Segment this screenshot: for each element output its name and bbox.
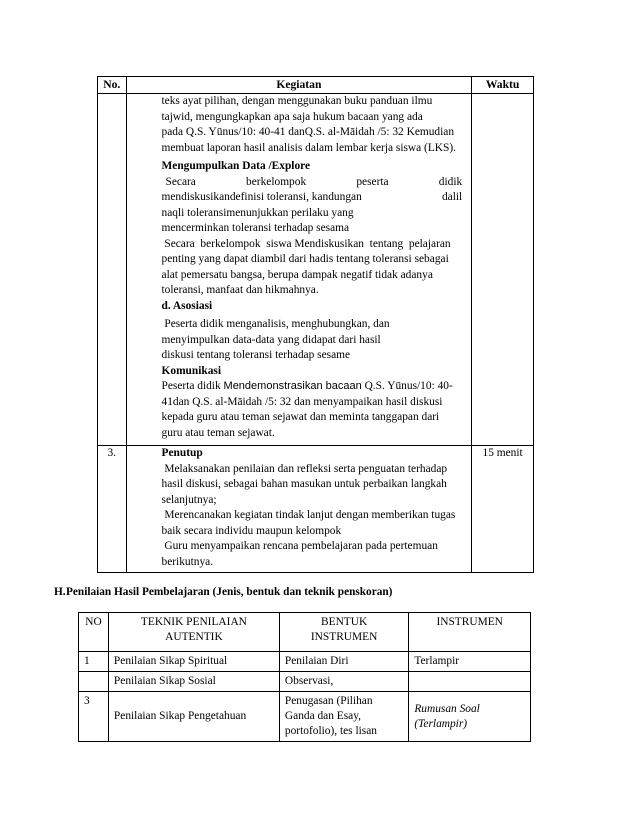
row-teknik: Penilaian Sikap Spiritual xyxy=(108,652,279,672)
row-instrumen xyxy=(409,672,531,692)
row-penutup-waktu: 15 menit xyxy=(472,446,534,573)
penutup-line: hasil diskusi, sebagai bahan masukan untuk perbaikan langkah xyxy=(161,478,447,490)
asosiasi-line: diskusi tentang toleransi terhadap sesame xyxy=(161,349,351,361)
penutup-heading: Penutup xyxy=(161,447,203,459)
row-bentuk xyxy=(279,692,408,742)
explore-word: berkelompok xyxy=(246,175,307,188)
table-row xyxy=(79,672,531,692)
row-inti-content xyxy=(126,94,472,446)
header-bentuk-line: BENTUK xyxy=(321,616,368,628)
explore-line: mencerminkan toleransi terhadap sesama xyxy=(161,222,350,234)
komunikasi-heading: Komunikasi xyxy=(161,364,222,377)
row-bentuk-line: Ganda dan Esay, xyxy=(284,710,362,722)
header-teknik xyxy=(108,613,279,652)
explore-word: peserta xyxy=(356,175,389,188)
row-instrumen-line: (Terlampir) xyxy=(414,717,468,730)
row-bentuk: Penilaian Diri xyxy=(279,652,408,672)
section-h-number: H. xyxy=(54,586,66,598)
activity-table-header xyxy=(98,77,534,94)
row-inti-waktu xyxy=(472,94,534,446)
komunikasi-line: 41dan Q.S. al-Māidah /5: 32 dan menyampaikan hasil diskusi xyxy=(161,395,443,408)
row-penutup-content xyxy=(126,446,472,573)
row-penutup xyxy=(98,446,534,573)
explore-text: dalil xyxy=(441,191,463,203)
asosiasi-line: Peserta didik menganalisis, menghubungkan, dan xyxy=(161,318,390,330)
row-penutup-no: 3. xyxy=(98,446,127,573)
row-instrumen-line: Rumusan Soal xyxy=(414,702,480,715)
header-teknik-line: TEKNIK PENILAIAN xyxy=(140,616,247,628)
header-waktu: Waktu xyxy=(472,77,534,94)
section-h-heading xyxy=(54,586,393,598)
explore-text: mendiskusikandefinisi toleransi, kandungan xyxy=(161,191,362,203)
row-bentuk-line: Penugasan (Pilihan xyxy=(284,695,373,707)
table-row xyxy=(79,652,531,672)
header-no: No. xyxy=(98,77,127,94)
explore-para2-line: penting yang dapat diambil dari hadis tentang toleransi sebagai xyxy=(161,253,449,265)
row-bentuk: Observasi, xyxy=(279,672,408,692)
header-kegiatan: Kegiatan xyxy=(126,77,472,94)
inti-line: pada Q.S. Yūnus/10: 40-41 danQ.S. al-Māidah /5: 32 Kemudian xyxy=(161,126,455,138)
row-no xyxy=(79,672,109,692)
penutup-line: baik secara individu maupun kelompok xyxy=(161,524,342,537)
table-row xyxy=(79,692,531,742)
row-teknik: Penilaian Sikap Sosial xyxy=(108,672,279,692)
asosiasi-line: menyimpulkan data-data yang didapat dari hasil xyxy=(161,333,381,346)
inti-line: tajwid, mengungkapkan apa saja hukum bacaan yang ada xyxy=(161,110,423,123)
assessment-table xyxy=(78,612,531,742)
explore-line xyxy=(162,175,463,191)
explore-word: didik xyxy=(438,175,463,188)
row-no: 3 xyxy=(79,692,109,742)
row-teknik: Penilaian Sikap Pengetahuan xyxy=(108,692,279,742)
penutup-line: Guru menyampaikan rencana pembelajaran pada pertemuan xyxy=(161,540,438,552)
row-instrumen xyxy=(409,692,531,742)
explore-para2-line: toleransi, manfaat dan hikmahnya. xyxy=(161,284,319,296)
row-kegiatan-inti xyxy=(98,94,534,446)
komunikasi-text: Q.S. Yūnus/10: 40- xyxy=(361,380,453,392)
assessment-table-header xyxy=(79,613,531,652)
komunikasi-emphasis: Mendemonstrasikan bacaan xyxy=(223,380,362,392)
penutup-line: Melaksanakan penilaian dan refleksi serta penguatan terhadap xyxy=(161,462,448,475)
section-h-title: Penilaian Hasil Pembelajaran (Jenis, bentuk dan teknik penskoran) xyxy=(66,586,393,598)
row-no: 1 xyxy=(79,652,109,672)
header-instrumen: INSTRUMEN xyxy=(409,613,531,652)
explore-word: Secara xyxy=(165,175,196,188)
komunikasi-line xyxy=(162,379,463,395)
penutup-line: berikutnya. xyxy=(161,555,214,568)
row-instrumen: Terlampir xyxy=(409,652,531,672)
activity-table xyxy=(97,76,534,573)
header-bentuk-line: INSTRUMEN xyxy=(310,631,378,643)
explore-line xyxy=(162,190,463,206)
explore-para2-line: alat pemersatu bangsa, berupa dampak negatif tidak adanya xyxy=(161,268,433,281)
row-inti-no xyxy=(98,94,127,446)
row-bentuk-line: portofolio), tes lisan xyxy=(284,725,377,737)
penutup-line: Merencanakan kegiatan tindak lanjut dengan memberikan tugas xyxy=(161,509,456,521)
komunikasi-text: Peserta didik xyxy=(161,380,224,392)
penutup-line: selanjutnya; xyxy=(161,493,217,506)
explore-para2-line: Secara berkelompok siswa Mendiskusikan tentang pelajaran xyxy=(161,237,451,250)
komunikasi-line: kepada guru atau teman sejawat dan meminta tanggapan dari xyxy=(161,411,440,423)
inti-line: teks ayat pilihan, dengan menggunakan buku panduan ilmu xyxy=(161,95,433,107)
header-no: NO xyxy=(79,613,109,652)
inti-line: membuat laporan hasil analisis dalam lembar kerja siswa (LKS). xyxy=(161,141,457,154)
asosiasi-heading: d. Asosiasi xyxy=(161,299,213,312)
header-teknik-line: AUTENTIK xyxy=(165,631,223,643)
explore-line: naqli toleransimenunjukkan perilaku yang xyxy=(161,206,354,219)
explore-heading: Mengumpulkan Data /Explore xyxy=(161,160,311,172)
header-bentuk xyxy=(279,613,408,652)
komunikasi-line: guru atau teman sejawat. xyxy=(161,426,275,439)
